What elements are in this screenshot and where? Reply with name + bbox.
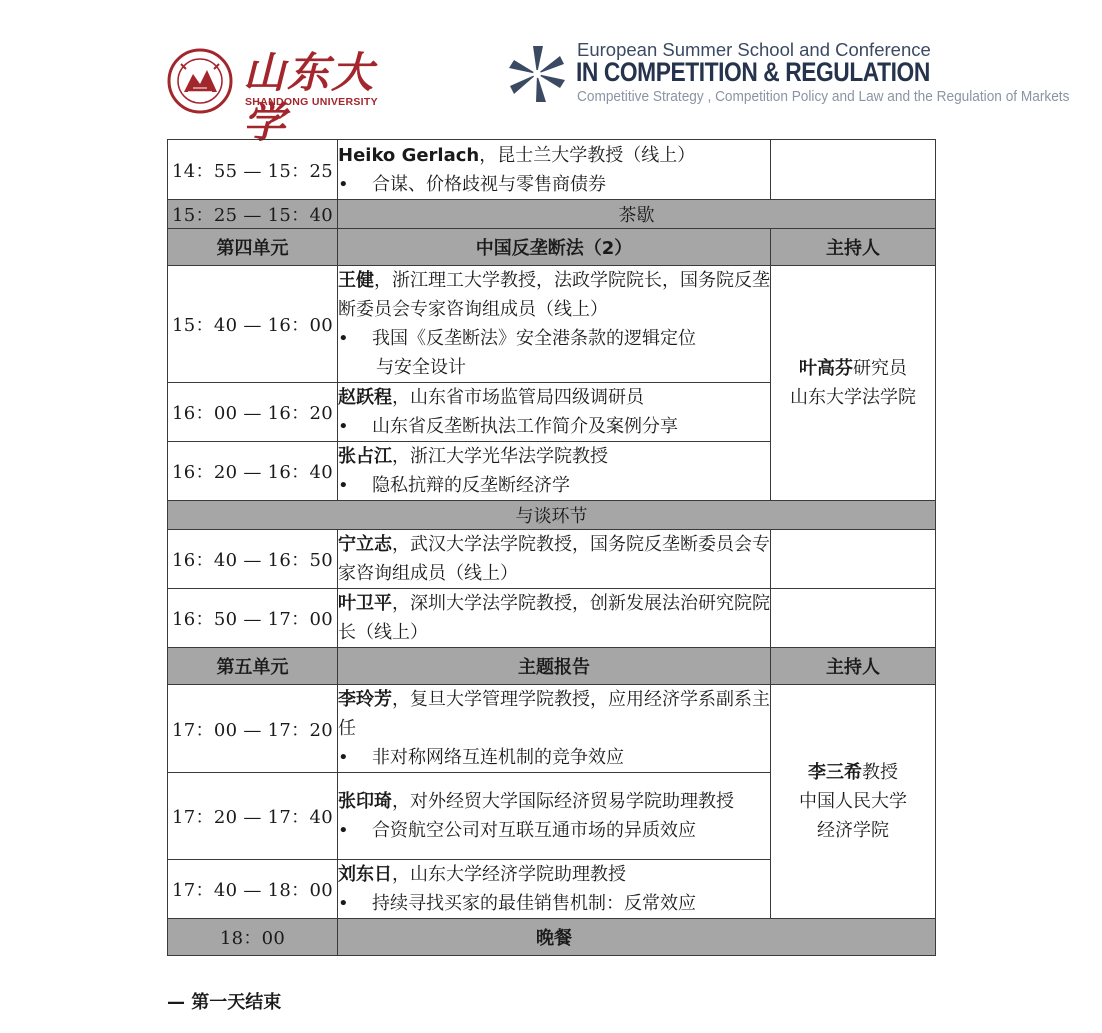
speaker-name: 赵跃程: [338, 387, 392, 408]
speaker-name: 刘东日: [338, 864, 392, 885]
talk-topic: • 持续寻找买家的最佳销售机制：反常效应: [338, 889, 770, 918]
speaker-affiliation: ，山东大学经济学院助理教授: [392, 864, 626, 885]
host-header: 主持人: [771, 229, 936, 266]
university-name-cn: 山东大学: [243, 48, 376, 147]
host-title: 研究员: [853, 358, 907, 379]
talk-topic: • 合谋、价格歧视与零售商债券: [338, 170, 770, 199]
table-row: [168, 685, 936, 773]
host-organization: 山东大学法学院: [790, 387, 916, 408]
university-name-en: SHANDONG UNIVERSITY: [245, 96, 378, 108]
table-row: [168, 919, 936, 956]
unit-label: 第五单元: [168, 648, 338, 685]
panel-discussion-label: 与谈环节: [168, 501, 936, 530]
time-cell: 16：40 — 16：50: [168, 530, 338, 589]
speaker-name: 张占江: [338, 446, 392, 467]
table-row: [168, 530, 936, 589]
host-cell: [771, 530, 936, 589]
talk-topic: • 合资航空公司对互联互通市场的异质效应: [338, 816, 770, 845]
host-title: 教授: [862, 762, 898, 783]
speaker-name: 叶卫平: [338, 593, 392, 614]
speaker-affiliation: ，复旦大学管理学院教授，应用经济学系副系主任: [338, 689, 770, 739]
table-row: [168, 140, 936, 200]
time-cell: 18：00: [168, 919, 338, 956]
time-cell: 15：25 — 15：40: [168, 200, 338, 229]
speaker-affiliation: ，深圳大学法学院教授，创新发展法治研究院院长（线上）: [338, 593, 770, 643]
session-cell: [338, 773, 771, 860]
speaker-name: 张印琦: [338, 791, 392, 812]
time-cell: 17：40 — 18：00: [168, 860, 338, 919]
conference-title-line2: IN COMPETITION & REGULATION: [576, 57, 930, 87]
speaker-name: 李玲芳: [338, 689, 392, 710]
time-cell: 16：00 — 16：20: [168, 383, 338, 442]
speaker-affiliation: ，浙江大学光华法学院教授: [392, 446, 608, 467]
conference-title-line1: European Summer School and Conference: [577, 39, 931, 60]
host-cell: [771, 685, 936, 919]
unit-title: 中国反垄断法（2）: [338, 229, 771, 266]
session-cell: [338, 442, 771, 501]
speaker-name: Heiko Gerlach: [338, 144, 480, 166]
unit-title: 主题报告: [338, 648, 771, 685]
time-cell: 16：50 — 17：00: [168, 589, 338, 648]
session-cell: [338, 140, 771, 200]
tea-break-label: 茶歇: [338, 200, 936, 229]
speaker-affiliation: ，对外经贸大学国际经济贸易学院助理教授: [392, 791, 734, 812]
section-header-row: [168, 648, 936, 685]
shandong-university-logo: [166, 48, 381, 147]
session-cell: [338, 589, 771, 648]
time-cell: 16：20 — 16：40: [168, 442, 338, 501]
speaker-affiliation: ，武汉大学法学院教授，国务院反垄断委员会专家咨询组成员（线上）: [338, 534, 770, 584]
university-seal-icon: [166, 48, 234, 114]
table-row: [168, 266, 936, 383]
time-cell: 17：20 — 17：40: [168, 773, 338, 860]
time-cell: 17：00 — 17：20: [168, 685, 338, 773]
host-department: 经济学院: [817, 820, 889, 841]
speaker-name: 宁立志: [338, 534, 392, 555]
host-name: 叶高芬: [799, 358, 853, 379]
dinner-label: 晚餐: [338, 919, 936, 956]
host-cell: [771, 140, 936, 200]
speaker-affiliation: ，山东省市场监管局四级调研员: [392, 387, 644, 408]
session-cell: [338, 266, 771, 383]
section-header-row: [168, 229, 936, 266]
conference-subtitle: Competitive Strategy , Competition Policy and Law and the Regulation of Markets: [577, 88, 1070, 105]
talk-topic: • 隐私抗辩的反垄断经济学: [338, 471, 770, 500]
host-header: 主持人: [771, 648, 936, 685]
talk-topic: • 我国《反垄断法》安全港条款的逻辑定位 与安全设计: [338, 324, 770, 382]
speaker-name: 王健: [338, 270, 374, 291]
schedule-table: [167, 139, 936, 956]
session-cell: [338, 685, 771, 773]
conference-pinwheel-icon: [508, 44, 566, 104]
session-cell: [338, 860, 771, 919]
host-cell: [771, 266, 936, 501]
day-end-note: — 第一天结束: [167, 992, 282, 1013]
session-cell: [338, 383, 771, 442]
host-organization: 中国人民大学: [799, 791, 907, 812]
host-cell: [771, 589, 936, 648]
section-header-row: [168, 501, 936, 530]
page-header: [0, 0, 1102, 147]
time-cell: 14：55 — 15：25: [168, 140, 338, 200]
talk-topic: • 非对称网络互连机制的竞争效应: [338, 743, 770, 772]
speaker-affiliation: ，浙江理工大学教授，法政学院院长，国务院反垄断委员会专家咨询组成员（线上）: [338, 270, 770, 320]
talk-topic: • 山东省反垄断执法工作简介及案例分享: [338, 412, 770, 441]
speaker-affiliation: ，昆士兰大学教授（线上）: [479, 144, 696, 166]
unit-label: 第四单元: [168, 229, 338, 266]
table-row: [168, 589, 936, 648]
host-name: 李三希: [808, 762, 862, 783]
session-cell: [338, 530, 771, 589]
time-cell: 15：40 — 16：00: [168, 266, 338, 383]
table-row: [168, 200, 936, 229]
